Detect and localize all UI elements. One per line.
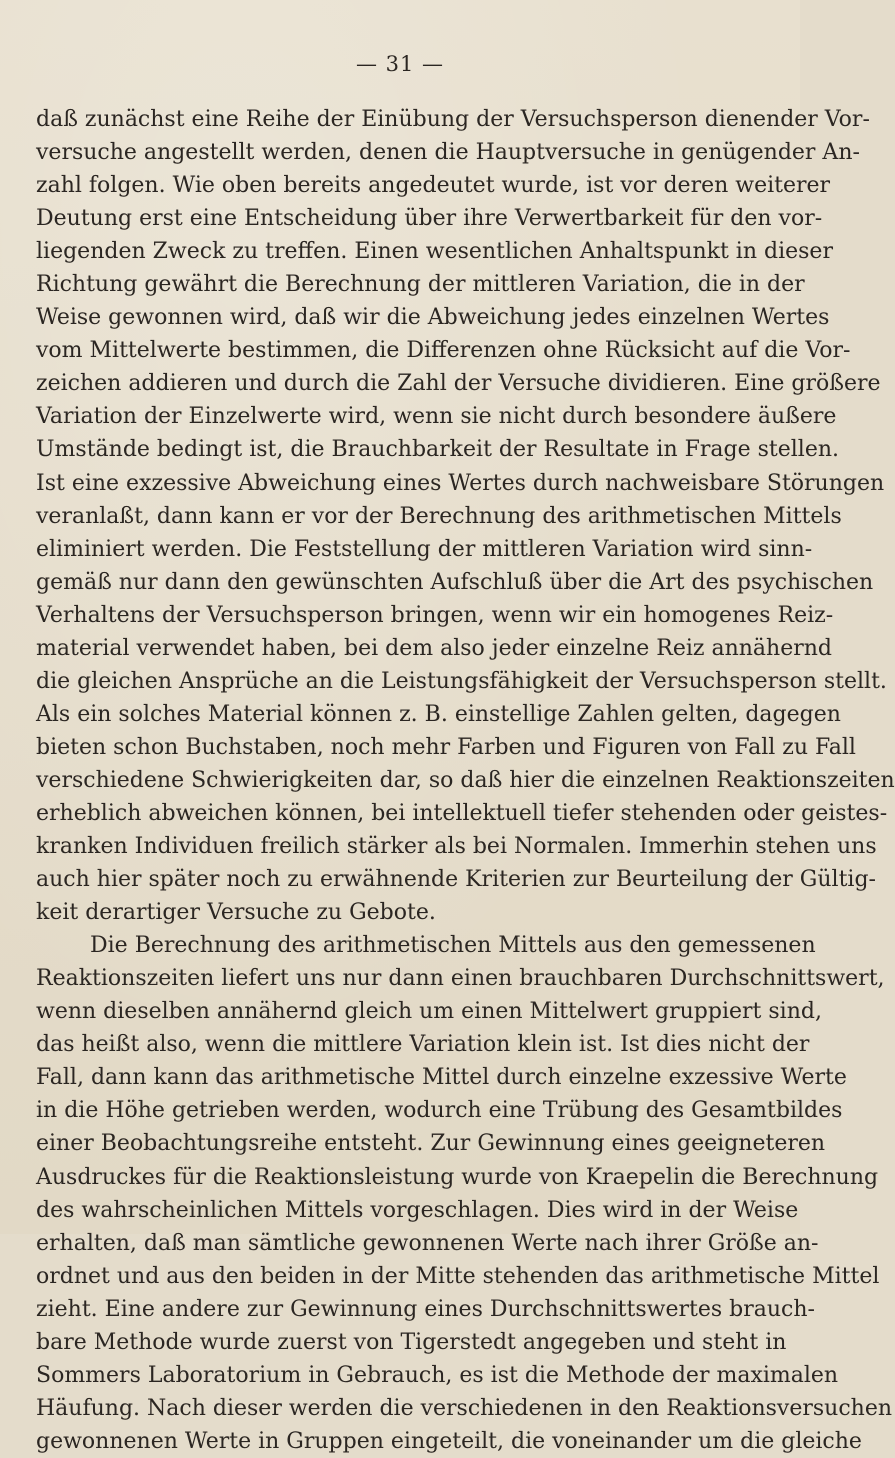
text-line: Verhaltens der Versuchsperson bringen, wenn wir ein homogenes Reiz- — [36, 602, 834, 628]
text-line: kranken Individuen freilich stärker als bei Normalen. Immerhin stehen uns — [36, 834, 877, 860]
text-line: in die Höhe getrieben werden, wodurch eine Trübung des Gesamtbildes — [36, 1098, 843, 1124]
text-line: keit derartiger Versuche zu Gebote. — [36, 900, 436, 926]
text-line: versuche angestellt werden, denen die Hauptversuche in genügender An- — [36, 140, 860, 166]
text-line: Umstände bedingt ist, die Brauchbarkeit der Resultate in Frage stellen. — [36, 437, 839, 463]
text-line: zahl folgen. Wie oben bereits angedeutet wurde, ist vor deren weiterer — [36, 173, 831, 199]
text-line: erheblich abweichen können, bei intellektuell tiefer stehenden oder geistes- — [36, 800, 888, 826]
text-line: vom Mittelwerte bestimmen, die Differenzen ohne Rücksicht auf die Vor- — [36, 338, 851, 364]
text-line: zeichen addieren und durch die Zahl der Versuche dividieren. Eine größere — [36, 371, 881, 397]
text-line: material verwendet haben, bei dem also jeder einzelne Reiz annähernd — [36, 635, 833, 661]
text-line: Fall, dann kann das arithmetische Mittel durch einzelne exzessive Werte — [36, 1065, 847, 1091]
text-line: Ist eine exzessive Abweichung eines Wertes durch nachweisbare Störungen — [36, 470, 885, 496]
text-line: wenn dieselben annähernd gleich um einen Mittelwert gruppiert sind, — [36, 999, 822, 1025]
text-line: Weise gewonnen wird, daß wir die Abweichung jedes einzelnen Wertes — [36, 305, 830, 331]
text-line: Variation der Einzelwerte wird, wenn sie nicht durch besondere äußere — [36, 404, 837, 430]
text-line: Deutung erst eine Entscheidung über ihre Verwertbarkeit für den vor- — [36, 206, 823, 232]
text-line: des wahrscheinlichen Mittels vorgeschlagen. Dies wird in der Weise — [36, 1197, 799, 1223]
text-line: bieten schon Buchstaben, noch mehr Farben und Figuren von Fall zu Fall — [36, 734, 856, 760]
text-line: Richtung gewährt die Berechnung der mittleren Variation, die in der — [36, 272, 805, 298]
text-line: Häufung. Nach dieser werden die verschiedenen in den Reaktionsversuchen — [36, 1395, 893, 1421]
text-line: gemäß nur dann den gewünschten Aufschluß über die Art des psychischen — [36, 569, 874, 595]
text-line: liegenden Zweck zu treffen. Einen wesentlichen Anhaltspunkt in dieser — [36, 239, 833, 265]
text-line: das heißt also, wenn die mittlere Variation klein ist. Ist dies nicht der — [36, 1032, 810, 1058]
body-text — [36, 103, 895, 1458]
text-line: bare Methode wurde zuerst von Tigerstedt angegeben und steht in — [36, 1329, 787, 1355]
text-line: die gleichen Ansprüche an die Leistungsfähigkeit der Versuchsperson stellt. — [36, 668, 887, 694]
text-line: daß zunächst eine Reihe der Einübung der Versuchsperson dienender Vor- — [36, 107, 870, 132]
paragraph-start-line: Die Berechnung des arithmetischen Mittels aus den gemessenen — [90, 933, 816, 959]
text-line: ordnet und aus den beiden in der Mitte stehenden das arithmetische Mittel — [36, 1263, 880, 1289]
text-line: verschiedene Schwierigkeiten dar, so daß hier die einzelnen Reaktionszeiten — [36, 767, 895, 793]
page-number: — 31 — — [355, 52, 445, 76]
text-line: Reaktionszeiten liefert uns nur dann einen brauchbaren Durchschnittswert, — [36, 966, 885, 992]
text-line: eliminiert werden. Die Feststellung der mittleren Variation wird sinn- — [36, 536, 813, 562]
text-line: Sommers Laboratorium in Gebrauch, es ist die Methode der maximalen — [36, 1362, 839, 1388]
text-line: zieht. Eine andere zur Gewinnung eines Durchschnittswertes brauch- — [36, 1296, 815, 1322]
text-line: Als ein solches Material können z. B. einstellige Zahlen gelten, dagegen — [36, 701, 841, 727]
text-line: auch hier später noch zu erwähnende Kriterien zur Beurteilung der Gültig- — [36, 867, 876, 893]
text-line: gewonnenen Werte in Gruppen eingeteilt, die voneinander um die gleiche — [36, 1428, 862, 1454]
text-line: erhalten, daß man sämtliche gewonnenen Werte nach ihrer Größe an- — [36, 1230, 819, 1256]
text-line: einer Beobachtungsreihe entsteht. Zur Gewinnung eines geeigneteren — [36, 1131, 826, 1157]
text-line: Ausdruckes für die Reaktionsleistung wurde von Kraepelin die Berechnung — [36, 1164, 879, 1190]
text-line: veranlaßt, dann kann er vor der Berechnung des arithmetischen Mittels — [36, 503, 842, 529]
